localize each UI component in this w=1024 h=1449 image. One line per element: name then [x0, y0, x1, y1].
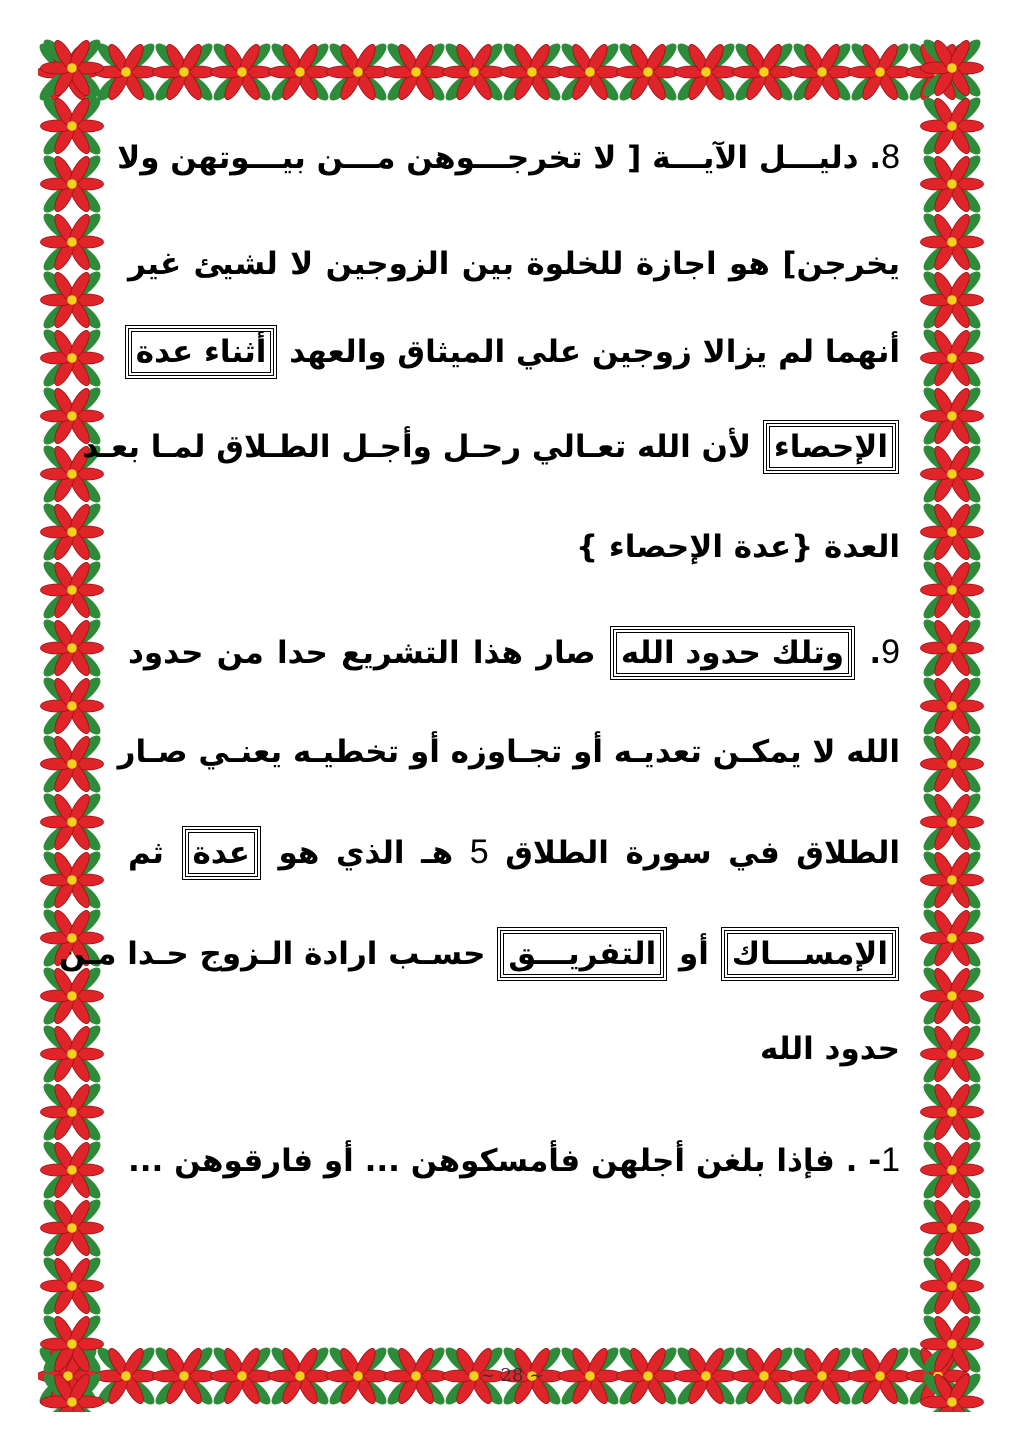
item-number: 8 — [881, 138, 900, 176]
poinsettia-flower — [40, 210, 104, 274]
poinsettia-flower — [152, 40, 216, 104]
poinsettia-flower — [920, 152, 984, 216]
poinsettia-flower — [920, 790, 984, 854]
poinsettia-flower — [920, 558, 984, 622]
line-text: حسـب ارادة الـزوج حـدا مـن — [58, 936, 486, 972]
poinsettia-flower — [848, 40, 912, 104]
line-text: حدود الله — [760, 1031, 900, 1067]
item-number: 1 — [881, 1141, 900, 1179]
poinsettia-flower — [920, 384, 984, 448]
line-text: أو — [679, 936, 709, 972]
border-top — [38, 38, 986, 106]
text-line-1 — [117, 128, 900, 186]
poinsettia-flower — [920, 616, 984, 680]
poinsettia-border-icon — [38, 38, 106, 1412]
poinsettia-flower — [326, 40, 390, 104]
poinsettia-flower — [384, 40, 448, 104]
text-line-6 — [128, 623, 900, 681]
poinsettia-flower — [732, 40, 796, 104]
poinsettia-flower — [40, 1196, 104, 1260]
poinsettia-flower — [558, 40, 622, 104]
poinsettia-flower — [40, 790, 104, 854]
text-line-10 — [128, 1020, 900, 1078]
line-text: الله لا يمكـن تعديـه أو تجـاوزه أو تخطيـه يعنـي صـار — [117, 734, 900, 770]
poinsettia-flower — [40, 1138, 104, 1202]
line-text: أنهما لم يزالا زوجين علي الميثاق والعهد — [289, 334, 900, 370]
poinsettia-flower — [40, 152, 104, 216]
poinsettia-flower — [920, 674, 984, 738]
poinsettia-flower — [40, 674, 104, 738]
poinsettia-flower — [40, 616, 104, 680]
line-text: ثم — [128, 835, 164, 871]
poinsettia-flower — [920, 500, 984, 564]
poinsettia-flower — [920, 442, 984, 506]
poinsettia-flower — [920, 848, 984, 912]
poinsettia-flower — [40, 326, 104, 390]
page-number: ~ 28 ~ — [479, 1365, 545, 1386]
poinsettia-flower — [790, 40, 854, 104]
text-line-4 — [82, 418, 900, 476]
boxed-term: وتلك حدود الله — [613, 629, 852, 677]
text-line-7 — [117, 723, 900, 781]
sura-number: 5 — [469, 833, 489, 871]
poinsettia-flower — [268, 40, 332, 104]
poinsettia-border-icon — [38, 38, 986, 106]
boxed-term: عدة — [185, 829, 258, 877]
poinsettia-flower — [920, 94, 984, 158]
line-text: - . فإذا بلغن أجلهن فأمسكوهن ... أو فارقوهن ... — [128, 1143, 882, 1179]
text-line-11 — [128, 1131, 900, 1189]
poinsettia-flower — [920, 210, 984, 274]
poinsettia-flower — [40, 732, 104, 796]
poinsettia-flower — [442, 40, 506, 104]
text-line-5 — [128, 518, 900, 576]
poinsettia-flower — [920, 906, 984, 970]
border-right — [918, 38, 986, 1412]
boxed-term: الإحصاء — [766, 423, 896, 471]
line-text: العدة {عدة الإحصاء } — [576, 529, 900, 565]
text-line-9 — [58, 925, 900, 983]
text-line-8 — [128, 823, 900, 881]
poinsettia-flower — [616, 40, 680, 104]
poinsettia-flower — [40, 500, 104, 564]
poinsettia-flower — [920, 1138, 984, 1202]
poinsettia-flower — [920, 38, 984, 100]
poinsettia-flower — [40, 848, 104, 912]
line-text: يخرجن] هو اجازة للخلوة بين الزوجين لا لشيئ غير — [128, 246, 900, 282]
poinsettia-flower — [210, 40, 274, 104]
poinsettia-flower — [920, 1196, 984, 1260]
poinsettia-flower — [920, 1254, 984, 1318]
poinsettia-flower — [920, 268, 984, 332]
page-body — [58, 118, 910, 1338]
line-text: هـ الذي هو — [278, 835, 454, 871]
boxed-term: التفريـــق — [500, 930, 664, 978]
poinsettia-border-icon — [918, 38, 986, 1412]
poinsettia-flower — [920, 732, 984, 796]
poinsettia-flower — [920, 1080, 984, 1144]
poinsettia-flower — [40, 1254, 104, 1318]
line-text: . دليـــل الآيـــة [ لا تخرجـــوهن مـــن بيـــوتهن ولا — [117, 140, 882, 176]
line-text: . — [869, 635, 882, 671]
poinsettia-flower — [40, 94, 104, 158]
poinsettia-flower — [40, 38, 104, 100]
poinsettia-flower — [920, 1022, 984, 1086]
boxed-term: أثناء عدة — [128, 328, 275, 376]
poinsettia-flower — [500, 40, 564, 104]
poinsettia-flower — [920, 326, 984, 390]
poinsettia-flower — [920, 964, 984, 1028]
text-line-2 — [128, 235, 900, 293]
boxed-term: الإمســـاك — [724, 930, 896, 978]
line-text: صار هذا التشريع حدا من حدود — [128, 635, 596, 671]
poinsettia-flower — [40, 1022, 104, 1086]
poinsettia-flower — [40, 558, 104, 622]
poinsettia-flower — [40, 1080, 104, 1144]
poinsettia-flower — [674, 40, 738, 104]
item-number: 9 — [881, 633, 901, 671]
line-text: الطلاق في سورة الطلاق — [505, 835, 901, 871]
poinsettia-flower — [40, 268, 104, 332]
line-text: لأن الله تعـالي رحـل وأجـل الطـلاق لمـا بعـد — [82, 429, 752, 465]
border-left — [38, 38, 106, 1412]
text-line-3 — [128, 323, 900, 381]
